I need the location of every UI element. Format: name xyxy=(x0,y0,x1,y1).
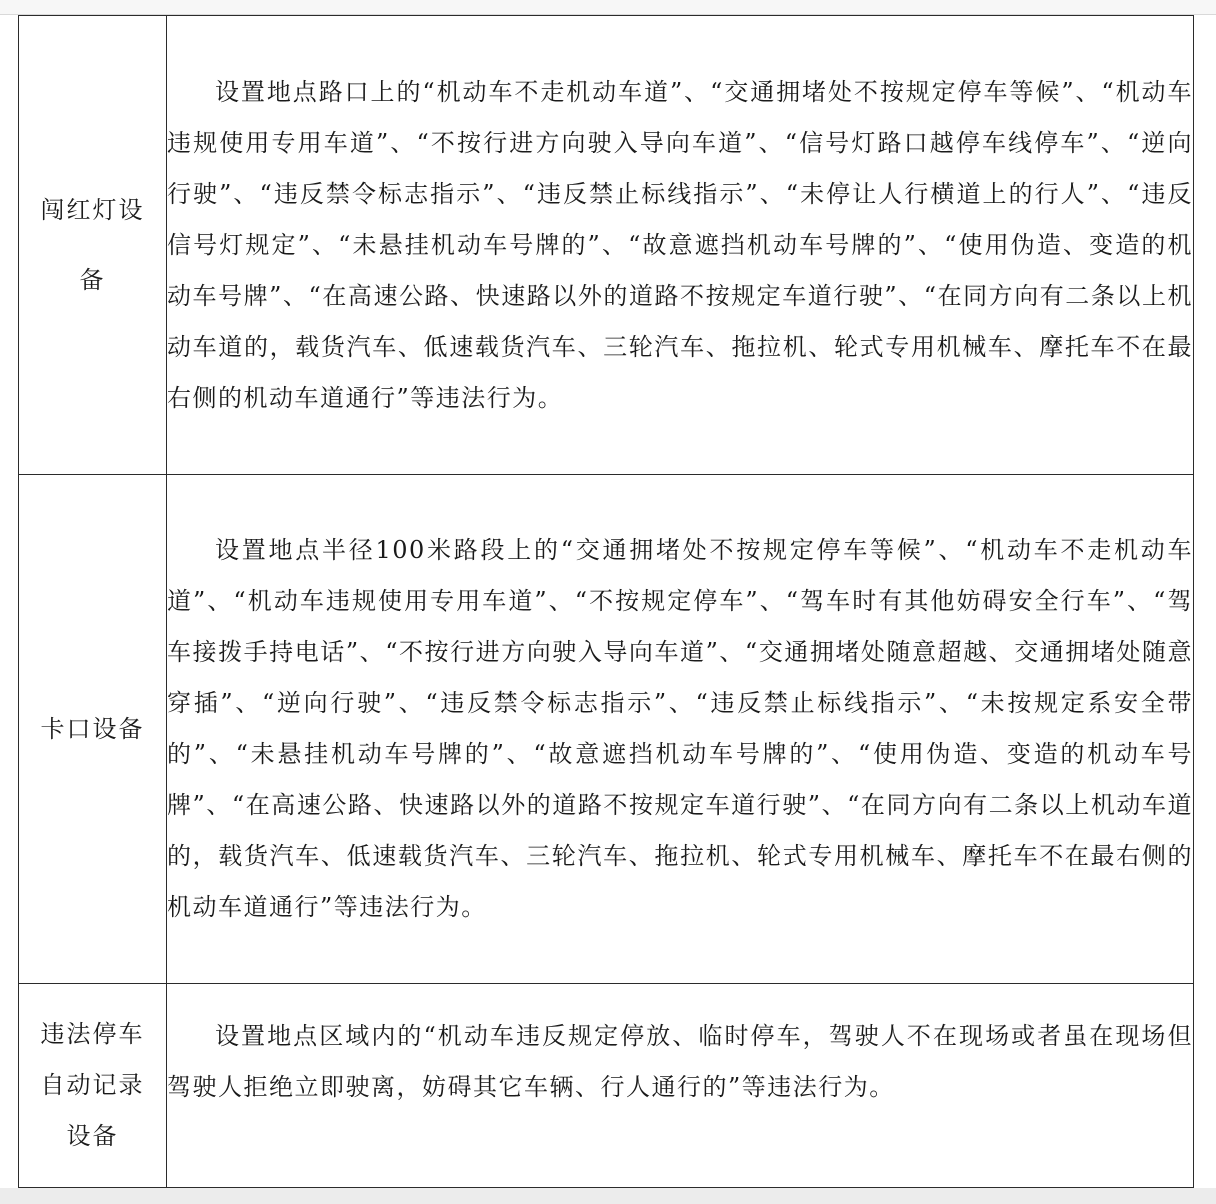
device-label-cell xyxy=(19,984,167,1188)
violation-description: 设置地点路口上的“机动车不走机动车道”、“交通拥堵处不按规定停车等候”、“机动车违规使用专用车道”、“不按行进方向驶入导向车道”、“信号灯路口越停车线停车”、“逆向行驶”、“违反禁令标志指示”、“违反禁止标线指示”、“未停让人行横道上的行人”、“违反信号灯规定”、“未悬挂机动车号牌的”、“故意遮挡机动车号牌的”、“使用伪造、变造的机动车号牌”、“在高速公路、快速路以外的道路不按规定车道行驶”、“在同方向有二条以上机动车道的，载货汽车、低速载货汽车、三轮汽车、拖拉机、轮式专用机械车、摩托车不在最右侧的机动车道通行”等违法行为。 xyxy=(167,77,1193,412)
violation-description-cell xyxy=(167,475,1194,984)
page-bottom-edge xyxy=(0,1188,1216,1204)
table-row-checkpoint xyxy=(19,475,1194,984)
device-label: 卡口设备 xyxy=(40,715,145,743)
device-label-cell xyxy=(19,475,167,984)
table-row-illegal-parking xyxy=(19,984,1194,1188)
violation-description-cell xyxy=(167,984,1194,1188)
device-label: 违法停车自动记录设备 xyxy=(40,1020,145,1150)
violation-description: 设置地点半径100米路段上的“交通拥堵处不按规定停车等候”、“机动车不走机动车道”、“机动车违规使用专用车道”、“不按规定停车”、“驾车时有其他妨碍安全行车”、“驾车接拨手持电话”、“不按行进方向驶入导向车道”、“交通拥堵处随意超越、交通拥堵处随意穿插”、“逆向行驶”、“违反禁令标志指示”、“违反禁止标线指示”、“未按规定系安全带的”、“未悬挂机动车号牌的”、“故意遮挡机动车号牌的”、“使用伪造、变造的机动车号牌”、“在高速公路、快速路以外的道路不按规定车道行驶”、“在同方向有二条以上机动车道的，载货汽车、低速载货汽车、三轮汽车、拖拉机、轮式专用机械车、摩托车不在最右侧的机动车道通行”等违法行为。 xyxy=(167,536,1193,921)
device-label: 闯红灯设备 xyxy=(40,196,145,294)
device-violation-table xyxy=(18,15,1194,1188)
device-label-cell xyxy=(19,16,167,475)
page-top-edge xyxy=(0,0,1216,15)
violation-description-cell xyxy=(167,16,1194,475)
violation-description: 设置地点区域内的“机动车违反规定停放、临时停车，驾驶人不在现场或者虽在现场但驾驶人拒绝立即驶离，妨碍其它车辆、行人通行的”等违法行为。 xyxy=(167,1022,1193,1101)
table-row-red-light xyxy=(19,16,1194,475)
